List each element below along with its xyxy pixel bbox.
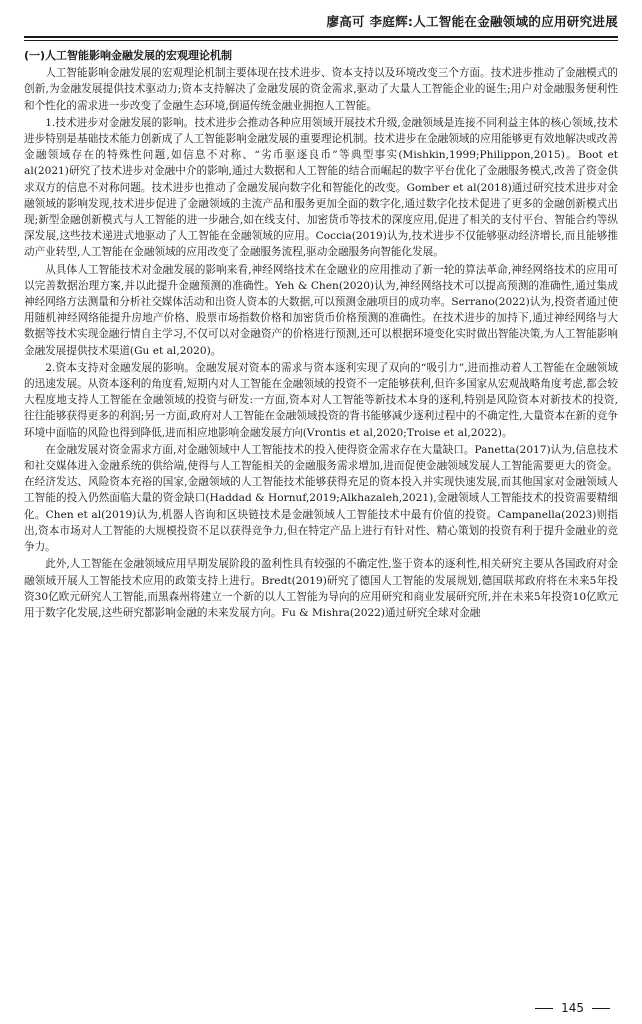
paragraph-policy-support: 此外,人工智能在金融领域应用早期发展阶段的盈利性具有较强的不确定性,鉴于资本的逐利性,相关研究主要从各国政府对金融领域开展人工智能技术应用的政策支持上进行。Bredt(2019)研究了德国人工智能的发展规划,德国联邦政府将在未来5年投资30亿欧元研究人工智能,而黑森州将建立一个新的以人工智能为导向的应用研究和商业发展研究所,并在未来5年投资10亿欧元用于数字化发展,这些研究都影响金融的未来发展方向。Fu & Mishra(2022)通过研究全球对金融 — [24, 558, 618, 619]
paragraph-neural-networks: 从具体人工智能技术对金融发展的影响来看,神经网络技术在金融业的应用推动了新一轮的算法革命,神经网络技术的应用可以完善数据治理方案,并以此提升金融预测的准确性。Yeh & Chen(2020)认为,神经网络技术可以提高预测的准确性,通过集成神经网络方法测量和分析社交媒体活动和出资人资本的大数据,可以预测金融项目的成功率。Serrano(2022)认为,投资者通过使用随机神经网络能提升房地产价格、股票市场指数价格和加密货币价格预测的准确性。在技术进步的加持下,通过神经网络与大数据等技术实现金融行情自主学习,不仅可以对金融资产的价格进行预测,还可以根据环境变化实时做出智能决策,为人工智能影响金融发展提供技术渠道(Gu et al,2020)。 — [24, 263, 618, 357]
page-footer — [24, 998, 618, 1018]
footer-dash-left — [535, 1008, 553, 1009]
header-rule-thin — [24, 40, 618, 41]
section-title: (一)人工智能影响金融发展的宏观理论机制 — [24, 49, 233, 62]
paragraph-funding-demand: 在金融发展对资金需求方面,对金融领域中人工智能技术的投入使得资金需求存在大量缺口。Panetta(2017)认为,信息技术和社交媒体进入金融系统的供给端,使得与人工智能相关的金融服务需求增加,进而促使金融领域发展人工智能需要更大的资金。在经济发达、风险资本充裕的国家,金融领域的人工智能技术能够获得充足的资本投入并实现快速发展,而其他国家对金融领域人工智能的投入仍然面临大量的资金缺口(Haddad & Hornuf,2019;Alkhazaleh,2021),金融领域人工智能技术的投资需要精细化。Chen et al(2019)认为,机器人咨询和区块链技术是金融领域人工智能技术中最有价值的投资。Campanella(2023)则指出,资本市场对人工智能的大规模投资不足以获得竞争力,但在特定产品上进行有针对性、精心策划的投资有利于提升金融业的竞争力。 — [24, 443, 618, 554]
footer-dash-right — [592, 1008, 610, 1009]
running-title: 廖高可 李庭辉:人工智能在金融领域的应用研究进展 — [326, 14, 618, 29]
paragraph-capital-support: 2.资本支持对金融发展的影响。金融发展对资本的需求与资本逐利实现了双向的“吸引力”,进而推动着人工智能在金融领域的迅速发展。从资本逐利的角度看,短期内对人工智能在金融领域的投资不一定能够获利,但许多国家从宏观战略角度考虑,都会较大程度地支持人工智能在金融领域的投资与研发:一方面,资本对人工智能等新技术本身的逐利,特别是风险资本对新技术的投资,往往能够获得更多的利润;另一方面,政府对人工智能在金融领域投资的背书能够减少逐利过程中的不确定性,大量资本在新的竞争环境中面临的风险也得到降低,进而相应地影响金融发展方向(Vrontis et al,2020;Troise et al,2022)。 — [24, 361, 618, 439]
article-body — [24, 48, 618, 622]
header-rule-thick — [24, 36, 618, 38]
paragraph-tech-progress: 1.技术进步对金融发展的影响。技术进步会推动各种应用领域开展技术升级,金融领域是连接不同利益主体的核心领域,技术进步特别是基础技术能力创新成了人工智能影响金融发展的重要理论机制。技术进步在金融领域的应用能够更有效地解决或改善金融领域存在的特殊性问题,如信息不对称、“劣币驱逐良币”等典型事实(Mishkin,1999;Philippon,2015)。Boot et al(2021)研究了技术进步对金融中介的影响,通过大数据和人工智能的结合而崛起的数字平台优化了金融服务模式,改善了资金供求双方的信息不对称问题。技术进步也推动了金融发展向数字化和智能化的改变。Gomber et al(2018)通过研究技术进步对金融领域的影响发现,技术进步促进了金融领域的主流产品和服务更加全面的数字化,通过数字化技术促进了更多的金融创新模式出现;新型金融创新模式与人工智能的进一步融合,如在线支付、加密货币等技术的深度应用,促进了相关的支付平台、智能合约等纵深发展,这些技术递进式地驱动了人工智能在金融领域的应用。Coccia(2019)认为,技术进步不仅能够驱动经济增长,而且能够推动产业转型,人工智能在金融领域的应用改变了金融服务流程,驱动金融服务向智能化发展。 — [24, 116, 618, 259]
running-header — [24, 6, 618, 36]
page-number: 145 — [561, 1001, 584, 1015]
paragraph-intro: 人工智能影响金融发展的宏观理论机制主要体现在技术进步、资本支持以及环境改变三个方面。技术进步推动了金融模式的创新,为金融发展提供技术驱动力;资本支持解决了金融发展的资金需求,驱动了大量人工智能企业的诞生;用户对金融服务便利性和个性化的需求进一步改变了金融生态环境,倒逼传统金融业拥抱人工智能。 — [24, 67, 618, 112]
